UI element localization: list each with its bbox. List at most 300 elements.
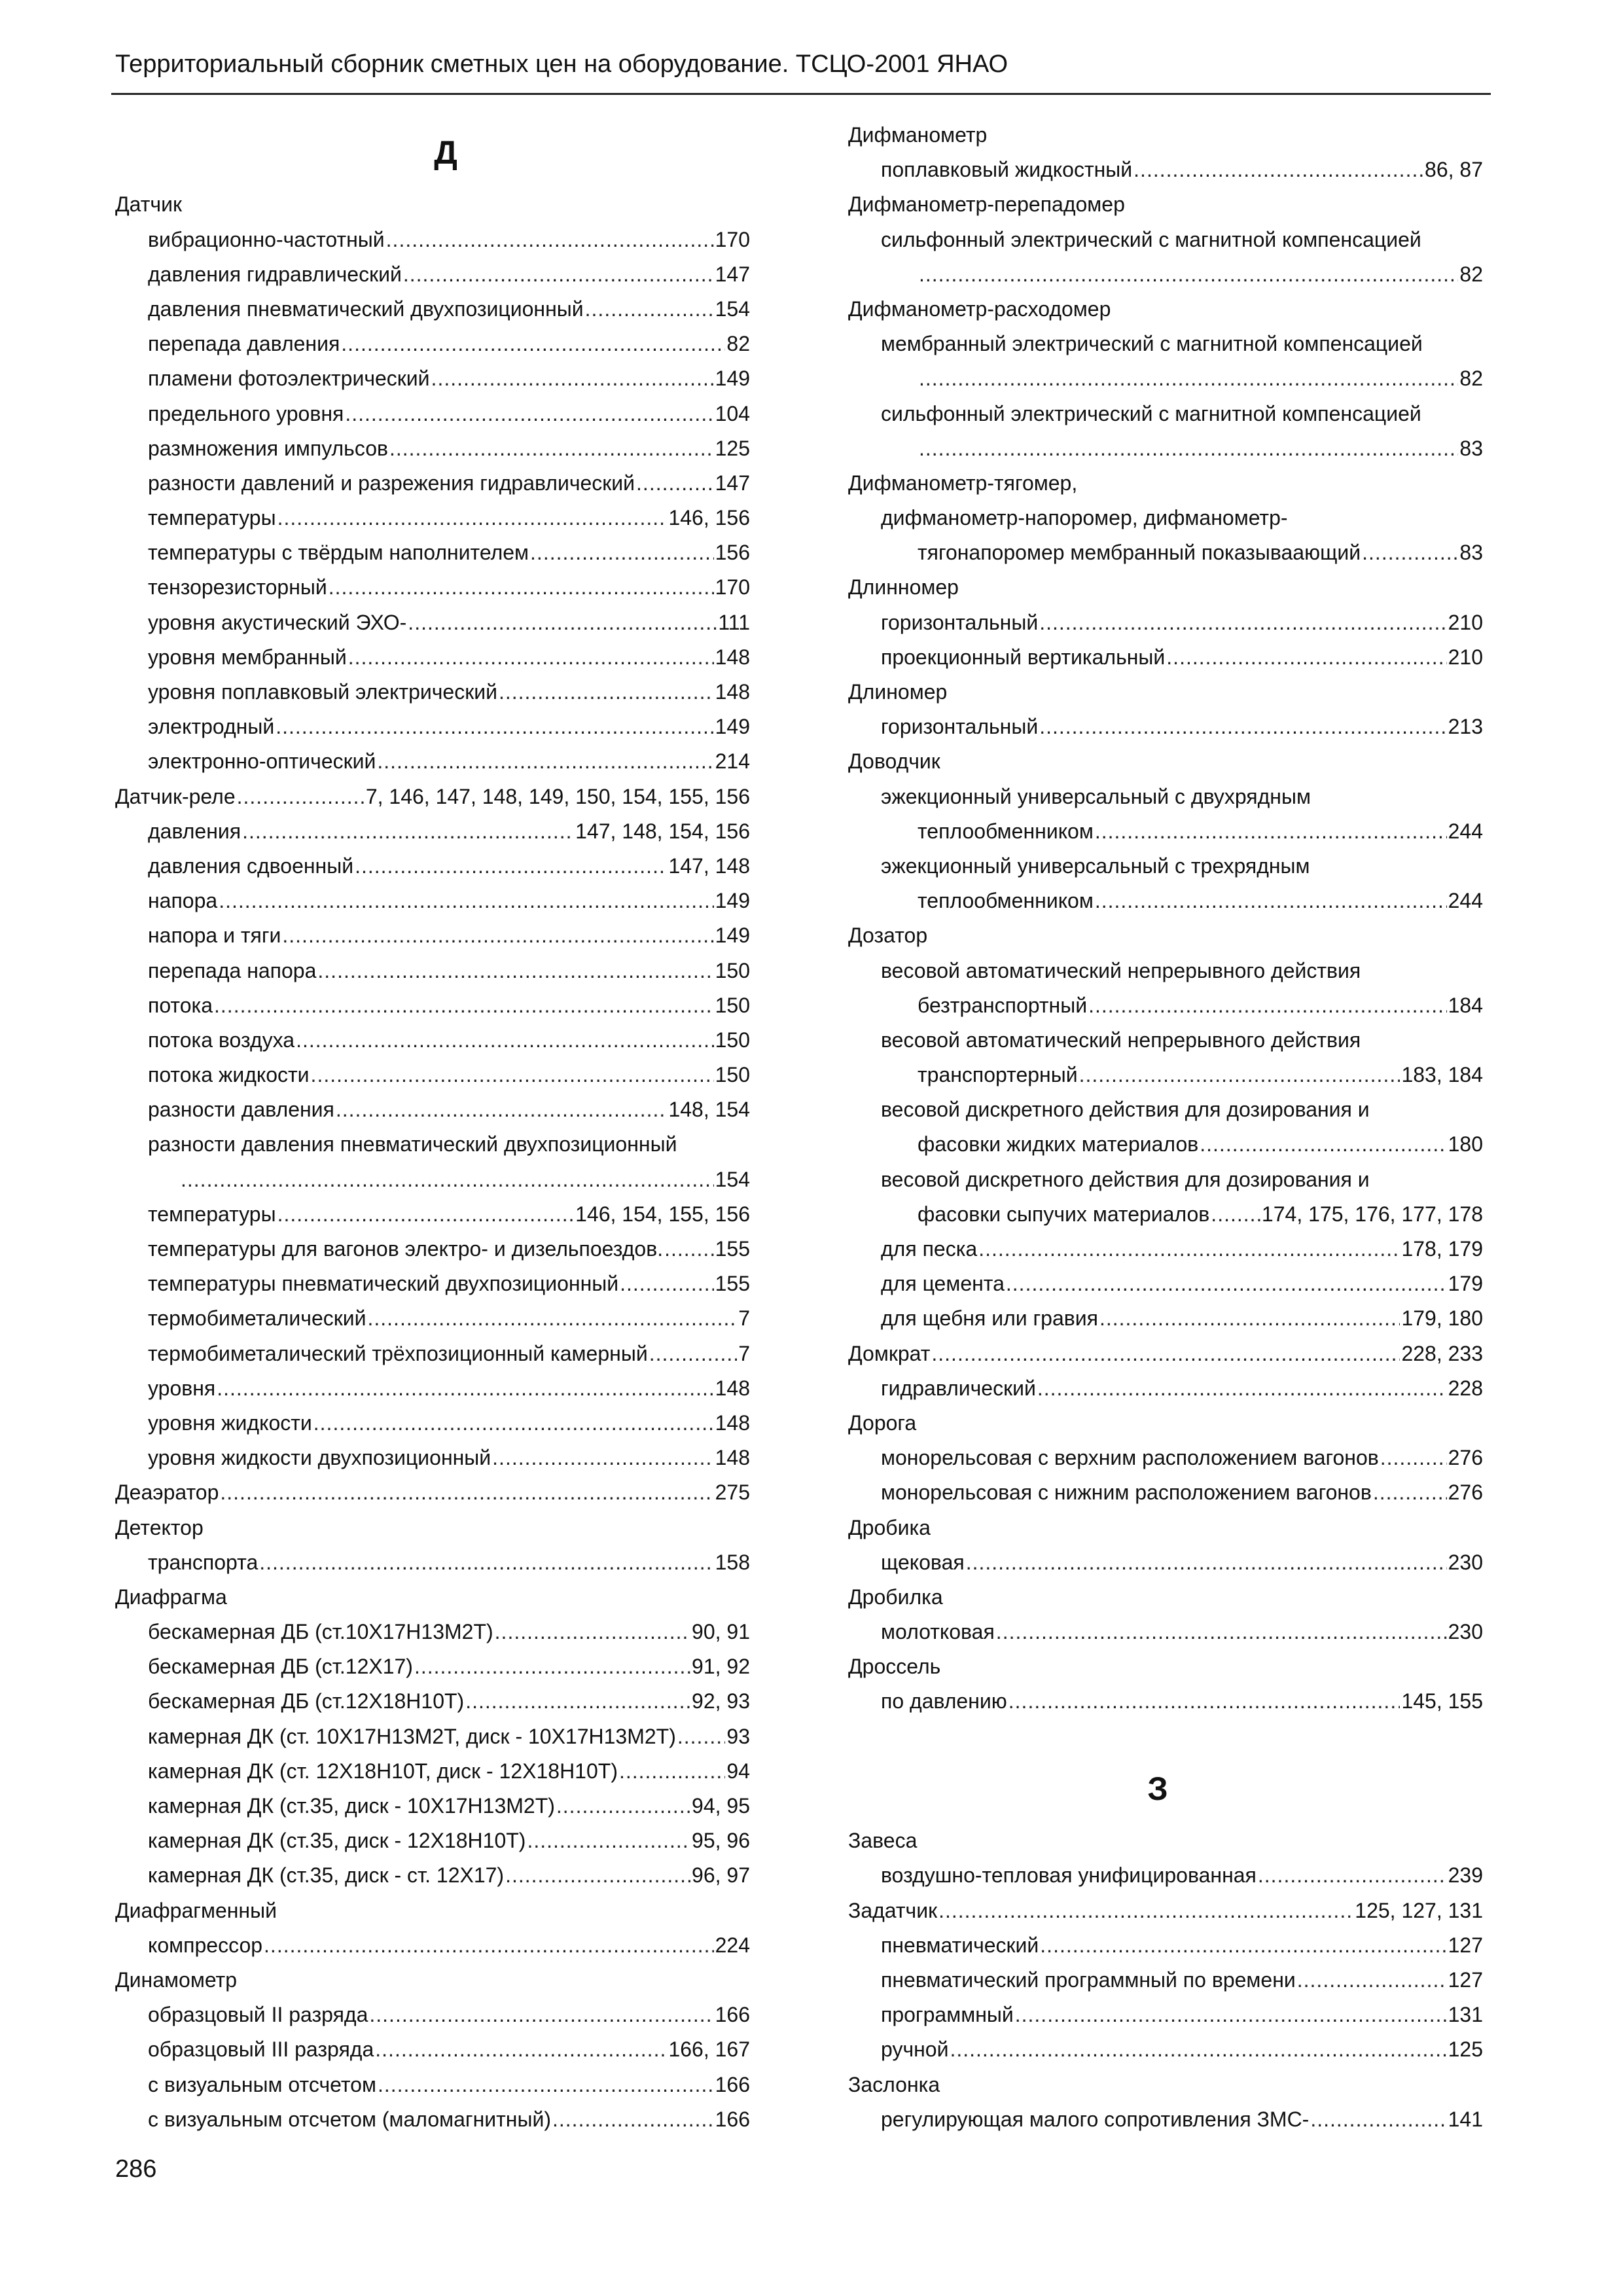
page-ref: 82 bbox=[726, 332, 750, 356]
entry-text: весовой автоматический непрерывного действия bbox=[881, 1028, 1361, 1052]
page-ref: 150 bbox=[715, 1028, 750, 1052]
dot-leader bbox=[296, 1023, 714, 1058]
entry-text: уровня мембранный bbox=[148, 645, 347, 669]
page-ref: 184 bbox=[1448, 993, 1483, 1017]
index-subentry bbox=[115, 2032, 750, 2067]
page-ref: 244 bbox=[1448, 889, 1483, 913]
page-ref: 7 bbox=[738, 1306, 750, 1331]
dot-leader bbox=[378, 2068, 714, 2102]
page-ref: 149 bbox=[715, 367, 750, 391]
dot-leader bbox=[919, 361, 1458, 396]
index-subentry bbox=[115, 1754, 750, 1789]
entry-text: камерная ДК (ст.35, диск - 10Х17Н13М2Т) bbox=[148, 1794, 555, 1818]
entry-text: бескамерная ДБ (ст.12Х18Н10Т) bbox=[148, 1689, 465, 1713]
index-subentry bbox=[848, 535, 1483, 570]
index-subentry bbox=[115, 466, 750, 501]
entry-text: термобиметалический трёхпозиционный камерный bbox=[148, 1341, 648, 1365]
index-heading bbox=[848, 187, 1483, 222]
page-ref: 150 bbox=[715, 1063, 750, 1087]
entry-text: камерная ДК (ст.35, диск - 12Х18Н10Т) bbox=[148, 1829, 526, 1853]
dot-leader bbox=[276, 709, 713, 744]
page-ref: 150 bbox=[715, 958, 750, 982]
entry-text: с визуальным отсчетом (маломагнитный) bbox=[148, 2107, 551, 2131]
document-title: Территориальный сборник сметных цен на оборудование. ТСЦО-2001 ЯНАО bbox=[115, 50, 1008, 78]
page-ref: 91, 92 bbox=[692, 1655, 750, 1679]
entry-list-right-2 bbox=[848, 1823, 1483, 2137]
page-ref: 104 bbox=[715, 401, 750, 425]
page-ref: 93 bbox=[726, 1724, 750, 1748]
index-subentry bbox=[848, 884, 1483, 918]
dot-leader bbox=[336, 1092, 668, 1127]
index-heading bbox=[848, 1893, 1483, 1928]
entry-text: уровня акустический ЭХО- bbox=[148, 610, 407, 634]
page-ref: 125, 127, 131 bbox=[1355, 1898, 1483, 1922]
dot-leader bbox=[919, 431, 1458, 466]
page-ref: 82 bbox=[1459, 262, 1483, 286]
index-subentry bbox=[115, 814, 750, 849]
page-ref: 244 bbox=[1448, 819, 1483, 843]
page-ref: 155 bbox=[715, 1272, 750, 1296]
entry-text: теплообменником bbox=[918, 819, 1094, 843]
page-ref: 210 bbox=[1448, 610, 1483, 634]
entry-text: бескамерная ДБ (ст.12Х17) bbox=[148, 1655, 413, 1679]
page-ref: 148 bbox=[715, 1376, 750, 1400]
entry-text: молотковая bbox=[881, 1620, 995, 1644]
dot-leader bbox=[966, 1545, 1447, 1580]
page-ref: 166, 167 bbox=[668, 2037, 750, 2062]
page-ref: 158 bbox=[715, 1550, 750, 1574]
header-divider bbox=[111, 93, 1491, 95]
entry-text: температуры bbox=[148, 1202, 276, 1226]
entry-text: щековая bbox=[881, 1550, 965, 1574]
page-ref: 111 bbox=[718, 610, 750, 634]
entry-text: Задатчик bbox=[848, 1898, 938, 1922]
dot-leader bbox=[1380, 1441, 1447, 1475]
entry-text: Дифманометр-перепадомер bbox=[848, 192, 1125, 217]
entry-text: тензорезисторный bbox=[148, 575, 327, 600]
dot-leader bbox=[552, 2102, 714, 2137]
entry-text: перепада давления bbox=[148, 332, 340, 356]
entry-text: Дроссель bbox=[848, 1655, 941, 1679]
dot-leader bbox=[1373, 1475, 1447, 1510]
entry-text: Завеса bbox=[848, 1829, 918, 1853]
dot-leader bbox=[259, 1545, 713, 1580]
entry-text: Дифманометр bbox=[848, 123, 988, 147]
entry-text: термобиметалический bbox=[148, 1306, 366, 1331]
entry-text: уровня жидкости двухпозиционный bbox=[148, 1446, 491, 1470]
index-subentry bbox=[115, 397, 750, 431]
dot-leader bbox=[931, 1336, 1400, 1371]
index-subentry bbox=[848, 1266, 1483, 1301]
index-heading bbox=[115, 1511, 750, 1545]
dot-leader bbox=[996, 1615, 1447, 1649]
dot-leader bbox=[217, 1371, 713, 1406]
entry-text: Дорога bbox=[848, 1410, 917, 1435]
entry-text: уровня bbox=[148, 1376, 216, 1400]
dot-leader bbox=[1099, 1301, 1400, 1336]
index-heading bbox=[115, 187, 750, 222]
dot-leader bbox=[1200, 1127, 1446, 1162]
index-subentry bbox=[848, 709, 1483, 744]
dot-leader bbox=[636, 466, 714, 501]
dot-leader bbox=[1088, 988, 1447, 1023]
index-subentry bbox=[115, 1197, 750, 1232]
index-subentry bbox=[848, 640, 1483, 675]
index-subentry bbox=[115, 1441, 750, 1475]
page-ref: 179, 180 bbox=[1401, 1306, 1483, 1331]
page-ref: 166 bbox=[715, 2003, 750, 2027]
entry-text: размножения импульсов bbox=[148, 436, 388, 460]
dot-leader bbox=[530, 535, 714, 570]
dot-leader bbox=[389, 431, 714, 466]
page-ref: 228 bbox=[1448, 1376, 1483, 1400]
entry-text: Динамометр bbox=[115, 1967, 237, 1992]
index-subentry bbox=[115, 361, 750, 396]
index-subentry bbox=[848, 1684, 1483, 1719]
entry-text: пламени фотоэлектрический bbox=[148, 367, 430, 391]
dot-leader bbox=[414, 1649, 690, 1684]
entry-text: Домкрат bbox=[848, 1341, 931, 1365]
dot-leader bbox=[1297, 1963, 1447, 1998]
page-ref: 214 bbox=[715, 749, 750, 774]
index-heading bbox=[115, 1580, 750, 1615]
entry-text: горизонтальный bbox=[881, 610, 1039, 634]
index-subentry bbox=[115, 988, 750, 1023]
index-subentry bbox=[115, 1232, 750, 1266]
dot-leader bbox=[369, 1998, 713, 2032]
page-ref: 150 bbox=[715, 993, 750, 1017]
index-subentry bbox=[115, 1615, 750, 1649]
index-subentry bbox=[848, 501, 1483, 535]
entry-text: давления пневматический двухпозиционный bbox=[148, 296, 584, 321]
entry-text: Диафрагменный bbox=[115, 1898, 277, 1922]
page-ref: 224 bbox=[715, 1933, 750, 1957]
page-ref: 166 bbox=[715, 2107, 750, 2131]
entry-text: сильфонный электрический с магнитной компенсацией bbox=[881, 227, 1421, 251]
entry-text: потока bbox=[148, 993, 213, 1017]
entry-text: предельного уровня bbox=[148, 401, 344, 425]
index-subentry bbox=[848, 954, 1483, 988]
page-ref: 92, 93 bbox=[692, 1689, 750, 1713]
index-heading bbox=[848, 1406, 1483, 1441]
index-subentry bbox=[848, 1858, 1483, 1893]
index-subentry bbox=[115, 431, 750, 466]
dot-leader bbox=[1039, 605, 1446, 640]
index-subentry bbox=[848, 1928, 1483, 1963]
entry-text: теплообменником bbox=[918, 889, 1094, 913]
index-subentry bbox=[115, 257, 750, 292]
entry-text: для цемента bbox=[881, 1272, 1005, 1296]
page-ref: 239 bbox=[1448, 1863, 1483, 1888]
page-ref: 125 bbox=[715, 436, 750, 460]
dot-leader bbox=[1258, 1858, 1447, 1893]
dot-leader bbox=[1211, 1197, 1260, 1232]
dot-leader bbox=[620, 1266, 713, 1301]
dot-leader bbox=[377, 744, 713, 779]
dot-leader bbox=[367, 1301, 737, 1336]
entry-text: монорельсовая с верхним расположением вагонов bbox=[881, 1446, 1379, 1470]
index-subentry bbox=[115, 709, 750, 744]
entry-text: для щебня или гравия bbox=[881, 1306, 1098, 1331]
index-subentry bbox=[848, 1963, 1483, 1998]
dot-leader bbox=[219, 884, 713, 918]
page-ref: 82 bbox=[1459, 367, 1483, 391]
index-subentry bbox=[848, 2032, 1483, 2067]
index-column-right bbox=[848, 118, 1483, 2137]
index-subentry bbox=[115, 2068, 750, 2102]
page-ref: 7, 146, 147, 148, 149, 150, 154, 155, 156 bbox=[365, 784, 750, 808]
index-heading bbox=[115, 1893, 750, 1928]
page-ref: 170 bbox=[715, 575, 750, 600]
dot-leader bbox=[277, 501, 668, 535]
entry-text: разности давления bbox=[148, 1098, 334, 1122]
section-gap bbox=[848, 1719, 1483, 1754]
page-ref: 230 bbox=[1448, 1620, 1483, 1644]
page-ref: 210 bbox=[1448, 645, 1483, 669]
page-number: 286 bbox=[115, 2155, 157, 2183]
index-heading bbox=[848, 2068, 1483, 2102]
dot-leader bbox=[527, 1823, 690, 1858]
index-subentry bbox=[115, 1545, 750, 1580]
index-subentry bbox=[848, 1475, 1483, 1510]
dot-leader bbox=[664, 1232, 714, 1266]
entry-text: сильфонный электрический с магнитной компенсацией bbox=[881, 401, 1421, 425]
entry-text: Дробилка bbox=[848, 1585, 943, 1609]
index-subentry bbox=[848, 2102, 1483, 2137]
index-subentry bbox=[115, 1092, 750, 1127]
index-subentry bbox=[848, 152, 1483, 187]
entry-text: гидравлический bbox=[881, 1376, 1036, 1400]
page-ref: 148, 154 bbox=[668, 1098, 750, 1122]
page-ref: 90, 91 bbox=[692, 1620, 750, 1644]
dot-leader bbox=[408, 605, 717, 640]
page-ref: 276 bbox=[1448, 1446, 1483, 1470]
entry-text: Заслонка bbox=[848, 2072, 940, 2096]
index-subentry bbox=[848, 1615, 1483, 1649]
dot-leader bbox=[499, 675, 714, 709]
index-subentry bbox=[115, 1998, 750, 2032]
dot-leader bbox=[242, 814, 574, 849]
index-subentry bbox=[115, 849, 750, 884]
page-ref: 83 bbox=[1459, 436, 1483, 460]
dot-leader bbox=[237, 780, 365, 814]
index-subentry bbox=[848, 1058, 1483, 1092]
page-ref: 166 bbox=[715, 2072, 750, 2096]
page-ref: 230 bbox=[1448, 1550, 1483, 1574]
index-subentry bbox=[115, 605, 750, 640]
entry-text: пневматический bbox=[881, 1933, 1039, 1957]
index-subentry bbox=[848, 1162, 1483, 1197]
index-subentry bbox=[848, 814, 1483, 849]
index-subentry bbox=[115, 1127, 750, 1162]
index-subentry bbox=[115, 1023, 750, 1058]
dot-leader bbox=[585, 292, 714, 327]
entry-text: проекционный вертикальный bbox=[881, 645, 1166, 669]
index-heading bbox=[848, 118, 1483, 152]
dot-leader bbox=[1039, 709, 1446, 744]
page-ref: 148 bbox=[715, 1410, 750, 1435]
dot-leader bbox=[386, 223, 714, 257]
entry-text: Дифманометр-тягомер, bbox=[848, 471, 1078, 495]
page-ref: 125 bbox=[1448, 2037, 1483, 2062]
section-letter-d: Д bbox=[434, 134, 457, 171]
entry-text: Датчик-реле bbox=[115, 784, 236, 808]
index-subentry bbox=[848, 1092, 1483, 1127]
index-subentry bbox=[848, 1301, 1483, 1336]
page-ref: 155 bbox=[715, 1237, 750, 1261]
page-ref: 156 bbox=[715, 541, 750, 565]
page-ref: 83 bbox=[1459, 541, 1483, 565]
entry-text: давления bbox=[148, 819, 241, 843]
index-subentry bbox=[848, 1127, 1483, 1162]
entry-text: Дозатор bbox=[848, 924, 928, 948]
page-ref: 147 bbox=[715, 471, 750, 495]
entry-text: поплавковый жидкостный bbox=[881, 158, 1133, 182]
dot-leader bbox=[649, 1336, 738, 1371]
entry-text: потока воздуха bbox=[148, 1028, 295, 1052]
index-subentry bbox=[115, 223, 750, 257]
entry-text: разности давлений и разрежения гидравлический bbox=[148, 471, 635, 495]
entry-text: потока жидкости bbox=[148, 1063, 310, 1087]
index-subentry bbox=[115, 1266, 750, 1301]
dot-leader bbox=[465, 1684, 690, 1719]
index-subentry bbox=[115, 1058, 750, 1092]
index-subentry bbox=[115, 1928, 750, 1963]
page-ref: 180 bbox=[1448, 1132, 1483, 1157]
index-subentry bbox=[115, 675, 750, 709]
dot-leader bbox=[311, 1058, 714, 1092]
dot-leader bbox=[1095, 884, 1447, 918]
entry-text: дифманометр-напоромер, дифманометр- bbox=[881, 506, 1288, 530]
index-subentry bbox=[115, 570, 750, 605]
page-ref: 95, 96 bbox=[692, 1829, 750, 1853]
entry-text: Дробика bbox=[848, 1515, 931, 1539]
page-ref: 86, 87 bbox=[1425, 158, 1483, 182]
entry-text: температуры bbox=[148, 506, 276, 530]
entry-text: температуры с твёрдым наполнителем bbox=[148, 541, 529, 565]
entry-text: напора и тяги bbox=[148, 924, 281, 948]
index-heading bbox=[848, 570, 1483, 605]
page-ref: 146, 156 bbox=[668, 506, 750, 530]
entry-text: Деаэратор bbox=[115, 1480, 219, 1505]
page-ref: 96, 97 bbox=[692, 1863, 750, 1888]
index-subentry bbox=[848, 1998, 1483, 2032]
entry-text: весовой дискретного действия для дозирования и bbox=[881, 1167, 1370, 1191]
page-ref: 178, 179 bbox=[1401, 1237, 1483, 1261]
entry-text: безтранспортный bbox=[918, 993, 1088, 1017]
entry-list-right bbox=[848, 118, 1483, 1719]
index-subentry bbox=[115, 535, 750, 570]
index-subentry bbox=[115, 744, 750, 779]
page-ref: 148 bbox=[715, 1446, 750, 1470]
index-heading bbox=[848, 1649, 1483, 1684]
page-ref: 145, 155 bbox=[1401, 1689, 1483, 1713]
index-subentry bbox=[848, 1232, 1483, 1266]
index-subentry bbox=[115, 1301, 750, 1336]
page-ref: 148 bbox=[715, 680, 750, 704]
dot-leader bbox=[264, 1928, 714, 1963]
index-heading bbox=[848, 1580, 1483, 1615]
entry-text: разности давления пневматический двухпозиционный bbox=[148, 1132, 677, 1157]
entry-text: Доводчик bbox=[848, 749, 940, 774]
page-ref: 149 bbox=[715, 924, 750, 948]
dot-leader bbox=[495, 1615, 690, 1649]
section-letter-z: З bbox=[1147, 1770, 1168, 1807]
index-subentry bbox=[848, 780, 1483, 814]
entry-list-left bbox=[115, 187, 750, 2137]
index-subentry bbox=[115, 1823, 750, 1858]
page-ref: 154 bbox=[715, 1167, 750, 1191]
dot-leader bbox=[1079, 1058, 1400, 1092]
index-subentry bbox=[115, 918, 750, 953]
entry-text: для песка bbox=[881, 1237, 978, 1261]
dot-leader bbox=[214, 988, 714, 1023]
index-subentry bbox=[115, 1406, 750, 1441]
entry-text: тягонапоромер мембранный показываающий bbox=[918, 541, 1361, 565]
page-ref: 275 bbox=[715, 1480, 750, 1505]
index-heading bbox=[848, 292, 1483, 327]
entry-text: транспорта bbox=[148, 1550, 259, 1574]
index-heading bbox=[848, 466, 1483, 501]
dot-leader bbox=[1008, 1684, 1400, 1719]
index-subentry bbox=[115, 327, 750, 361]
entry-text: регулирующая малого сопротивления ЗМС- bbox=[881, 2107, 1310, 2131]
dot-leader bbox=[919, 257, 1458, 292]
index-subentry bbox=[115, 1858, 750, 1893]
index-subentry bbox=[115, 1719, 750, 1754]
page-ref: 7 bbox=[738, 1341, 750, 1365]
page-ref: 228, 233 bbox=[1401, 1341, 1483, 1365]
dot-leader bbox=[1362, 535, 1458, 570]
page-ref: 131 bbox=[1448, 2003, 1483, 2027]
dot-leader bbox=[313, 1406, 714, 1441]
entry-text: образцовый II разряда bbox=[148, 2003, 368, 2027]
index-heading bbox=[848, 1336, 1483, 1371]
index-subentry bbox=[115, 2102, 750, 2137]
index-heading bbox=[848, 744, 1483, 779]
dot-leader bbox=[1095, 814, 1447, 849]
entry-text: по давлению bbox=[881, 1689, 1007, 1713]
entry-text: перепада напора bbox=[148, 958, 317, 982]
page-ref: 179 bbox=[1448, 1272, 1483, 1296]
dot-leader bbox=[348, 640, 714, 675]
dot-leader bbox=[505, 1858, 690, 1893]
dot-leader bbox=[220, 1475, 713, 1510]
entry-text: напора bbox=[148, 889, 218, 913]
entry-text: уровня жидкости bbox=[148, 1410, 312, 1435]
entry-text: Дифманометр-расходомер bbox=[848, 296, 1111, 321]
entry-text: компрессор bbox=[148, 1933, 263, 1957]
entry-text: температуры пневматический двухпозиционный bbox=[148, 1272, 619, 1296]
dot-leader bbox=[403, 257, 714, 292]
index-subentry bbox=[115, 640, 750, 675]
dot-leader bbox=[1006, 1266, 1447, 1301]
dot-leader bbox=[341, 327, 725, 361]
dot-leader bbox=[329, 570, 714, 605]
entry-text: давления сдвоенный bbox=[148, 853, 354, 878]
index-subentry bbox=[115, 1162, 750, 1197]
page-ref: 149 bbox=[715, 715, 750, 739]
dot-leader bbox=[375, 2032, 667, 2067]
dot-leader bbox=[677, 1719, 726, 1754]
entry-text: программный bbox=[881, 2003, 1014, 2027]
page-ref: 154 bbox=[715, 296, 750, 321]
index-subentry bbox=[848, 361, 1483, 396]
index-subentry bbox=[115, 501, 750, 535]
dot-leader bbox=[619, 1754, 725, 1789]
entry-text: электродный bbox=[148, 715, 275, 739]
entry-text: уровня поплавковый электрический bbox=[148, 680, 497, 704]
